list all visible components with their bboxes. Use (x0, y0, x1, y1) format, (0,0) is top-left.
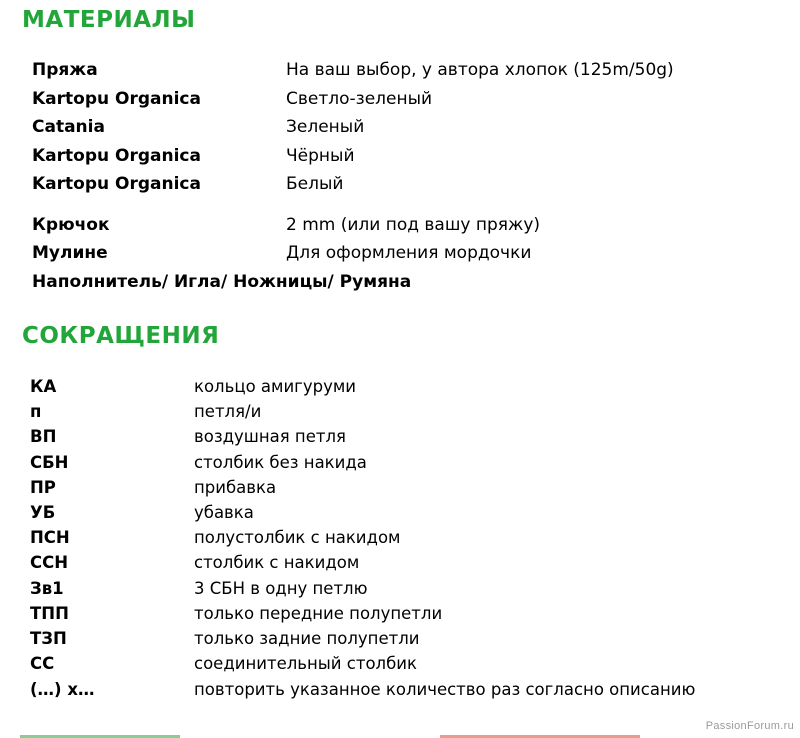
abbreviation-term: СС (30, 654, 55, 673)
material-label: Крючок (32, 215, 110, 235)
abbreviation-definition: петля/и (194, 402, 262, 421)
abbreviation-definition: соединительный столбик (194, 654, 417, 673)
abbreviation-term: п (30, 402, 42, 421)
material-value: На ваш выбор, у автора хлопок (125m/50g) (286, 60, 674, 80)
material-row (32, 239, 772, 267)
material-row (32, 170, 772, 198)
abbreviation-term: ПСН (30, 528, 70, 547)
material-label: Kartopu Organica (32, 146, 201, 166)
material-label: Kartopu Organica (32, 174, 201, 194)
material-value: Зеленый (286, 117, 365, 137)
abbreviation-term: ВП (30, 427, 57, 446)
abbreviation-row (30, 550, 770, 575)
materials-heading: МАТЕРИАЛЫ (22, 7, 196, 33)
abbreviation-row (30, 651, 770, 676)
material-value: Белый (286, 174, 344, 194)
abbreviation-definition: убавка (194, 503, 254, 522)
abbreviation-definition: столбик без накида (194, 453, 367, 472)
abbreviation-row (30, 677, 770, 702)
abbreviation-term: ПР (30, 478, 56, 497)
abbreviation-definition: кольцо амигуруми (194, 377, 357, 396)
material-label: Kartopu Organica (32, 89, 201, 109)
abbreviation-term: ТПП (30, 604, 69, 623)
material-label: Пряжа (32, 60, 98, 80)
abbreviation-row (30, 374, 770, 399)
watermark: PassionForum.ru (705, 720, 794, 732)
abbreviation-definition: повторить указанное количество раз согласно описанию (194, 680, 696, 699)
abbreviation-definition: столбик с накидом (194, 553, 360, 572)
material-row (32, 142, 772, 170)
abbreviation-row (30, 399, 770, 424)
abbreviation-term: УБ (30, 503, 56, 522)
abbreviation-term: СБН (30, 453, 69, 472)
material-row (32, 85, 772, 113)
abbreviation-definition: полустолбик с накидом (194, 528, 401, 547)
abbreviations-heading: СОКРАЩЕНИЯ (22, 323, 220, 349)
material-value: Светло-зеленый (286, 89, 433, 109)
abbreviation-term: КА (30, 377, 57, 396)
material-value: Чёрный (286, 146, 355, 166)
material-row (32, 56, 772, 84)
abbreviation-definition: воздушная петля (194, 427, 346, 446)
material-value: Для оформления мордочки (286, 243, 532, 263)
abbreviation-term: ТЗП (30, 629, 67, 648)
material-label: Мулине (32, 243, 108, 263)
material-label: Наполнитель/ Игла/ Ножницы/ Румяна (32, 272, 412, 292)
abbreviation-row (30, 525, 770, 550)
abbreviation-row (30, 626, 770, 651)
material-label: Catania (32, 117, 105, 137)
material-row (32, 268, 772, 296)
abbreviation-definition: прибавка (194, 478, 277, 497)
abbreviation-row (30, 475, 770, 500)
abbreviation-term: ССН (30, 553, 69, 572)
abbreviation-row (30, 576, 770, 601)
abbreviation-term: (…) х… (30, 680, 95, 699)
material-value: 2 mm (или под вашу пряжу) (286, 215, 541, 235)
abbreviation-definition: только задние полупетли (194, 629, 420, 648)
material-row (32, 211, 772, 239)
abbreviation-row (30, 424, 770, 449)
abbreviation-term: Зв1 (30, 579, 64, 598)
material-row (32, 113, 772, 141)
abbreviation-row (30, 601, 770, 626)
abbreviation-row (30, 450, 770, 475)
abbreviation-definition: 3 СБН в одну петлю (194, 579, 368, 598)
abbreviation-row (30, 500, 770, 525)
abbreviation-definition: только передние полупетли (194, 604, 443, 623)
